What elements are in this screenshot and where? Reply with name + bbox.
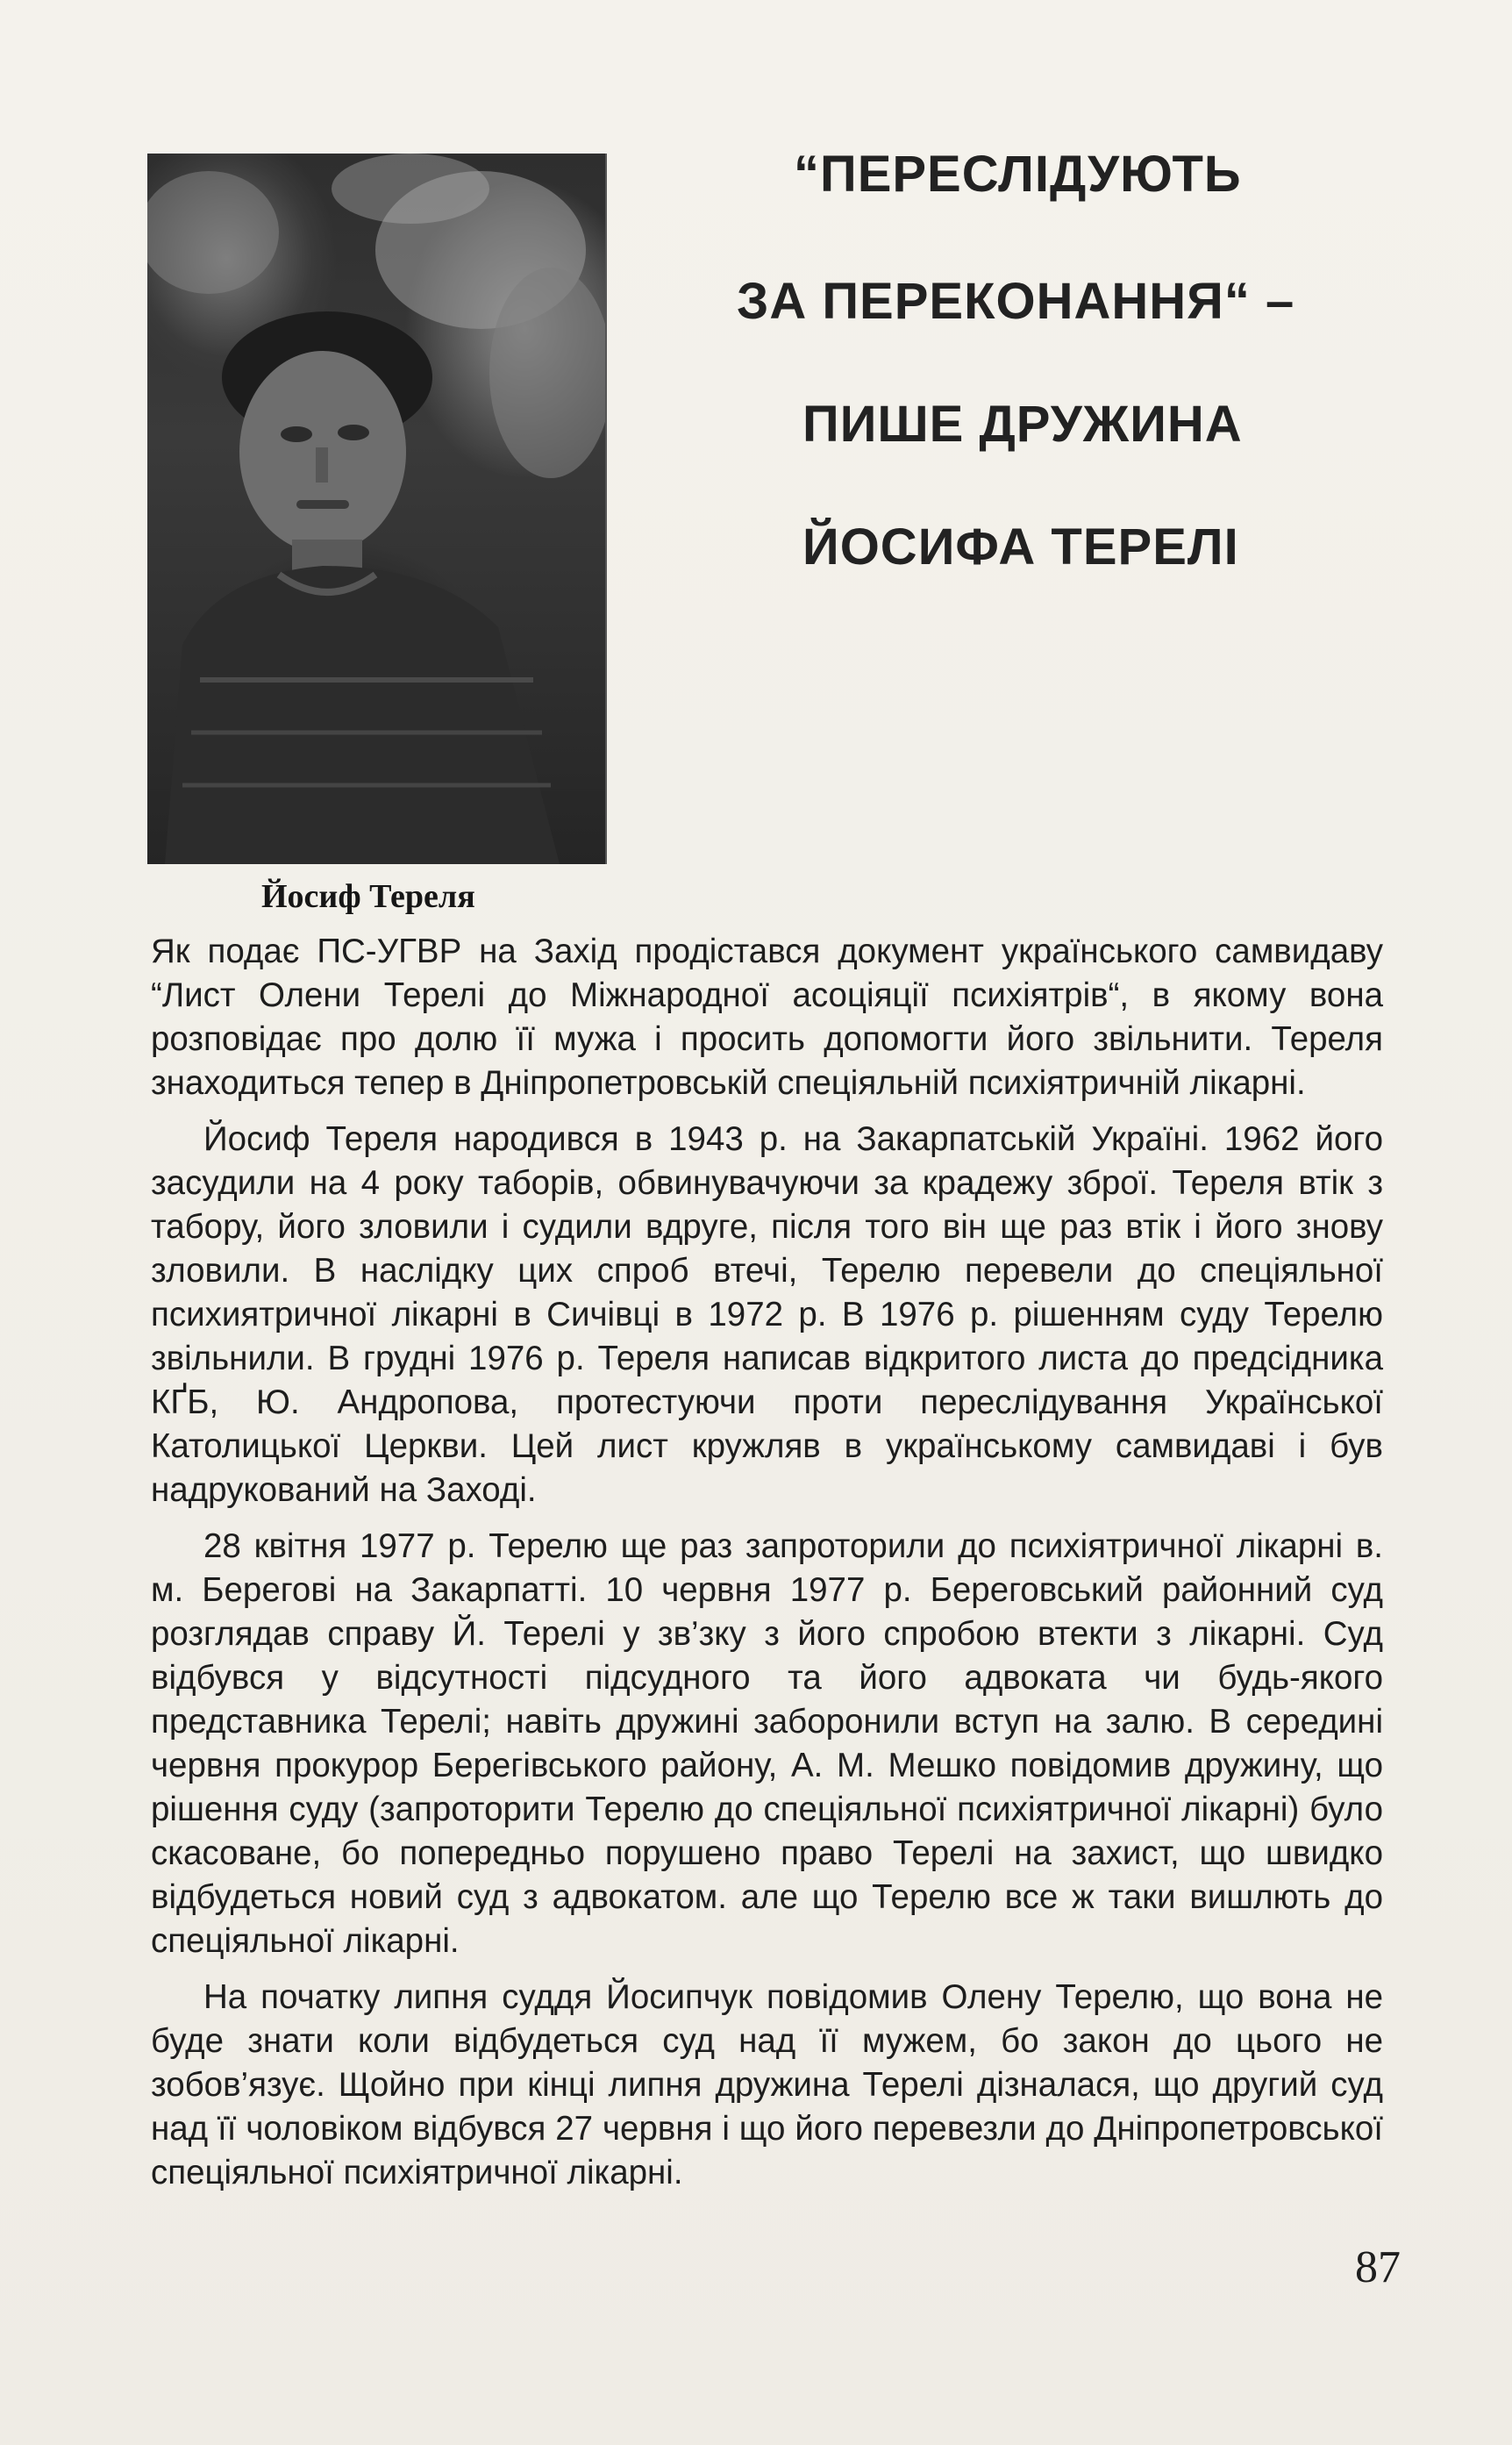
paragraph-1: Як подає ПС-УГВР на Захід продістався документ українського самвидаву “Лист Олени Терелі до Міжнародної асоціяції психіятрів“, в якому вона розповідає про долю її мужа і просить допомогти його звільнити. Тереля знаходиться тепер в Дніпропетровській спеціяльній психіятричній лікарні. — [151, 933, 1383, 1102]
headline-line-3: ПИШЕ ДРУЖИНА — [802, 396, 1243, 453]
paragraph-3: 28 квітня 1977 р. Терелю ще раз запроторили до психіятричної лікарні в. м. Берегові на Закарпатті. 10 червня 1977 р. Береговський районний суд розглядав справу Й. Терелі у зв’зку з його спробою втекти з лікарні. Суд відбувся у відсутності підсудного та його адвоката чи будь-якого представника Терелі; навіть дружині заборонили вступ на залю. В середині червня прокурор Берегівського району, А. М. Мешко повідомив дружину, що рішення суду (запроторити Терелю до спеціяльної психіятричної лікарні) було скасоване, бо попередньо порушено право Терелі на захист, що швидко відбудеться новий суд з адвокатом. але що Терелю все ж таки вишлють до спеціяльної лікарні. — [151, 1527, 1383, 1960]
paragraph-4: На початку липня суддя Йосипчук повідомив Олену Терелю, що вона не буде знати коли відбудеться суд над її мужем, бо закон до цього не зобов’язує. Щойно при кінці липня дружина Терелі дізналася, що другий суд над її чоловіком відбувся 27 червня і що його перевезли до Дніпропетровської спеціяльної психіятричної лікарні. — [151, 1978, 1383, 2191]
article-body — [151, 930, 1383, 2207]
portrait-illustration — [147, 154, 605, 864]
portrait-photo — [147, 154, 607, 864]
headline-line-2: ЗА ПЕРЕКОНАННЯ“ – — [737, 273, 1295, 330]
photo-caption: Йосиф Тереля — [261, 878, 475, 915]
paragraph-2: Йосиф Тереля народився в 1943 р. на Закарпатській Україні. 1962 його засудили на 4 року таборів, обвинувачуючи за крадежу зброї. Тереля втік з табору, його зловили і судили вдруге, після того він ще раз втік і його знову зловили. В наслідку цих спроб втечі, Терелю перевели до спеціяльної психиятричної лікарні в Сичівці в 1972 р. В 1976 р. рішенням суду Терелю звільнили. В грудні 1976 р. Тереля написав відкритого листа до предсідника КҐБ, Ю. Андропова, протестуючи проти переслідування Української Католицької Церкви. Цей лист кружляв в українському самвидаві і був надрукований на Заході. — [151, 1120, 1383, 1509]
page-number: 87 — [1355, 2242, 1401, 2292]
headline-line-4: ЙОСИФА ТЕРЕЛІ — [802, 518, 1239, 576]
headline-line-1: “ПЕРЕСЛІДУЮТЬ — [794, 146, 1242, 203]
